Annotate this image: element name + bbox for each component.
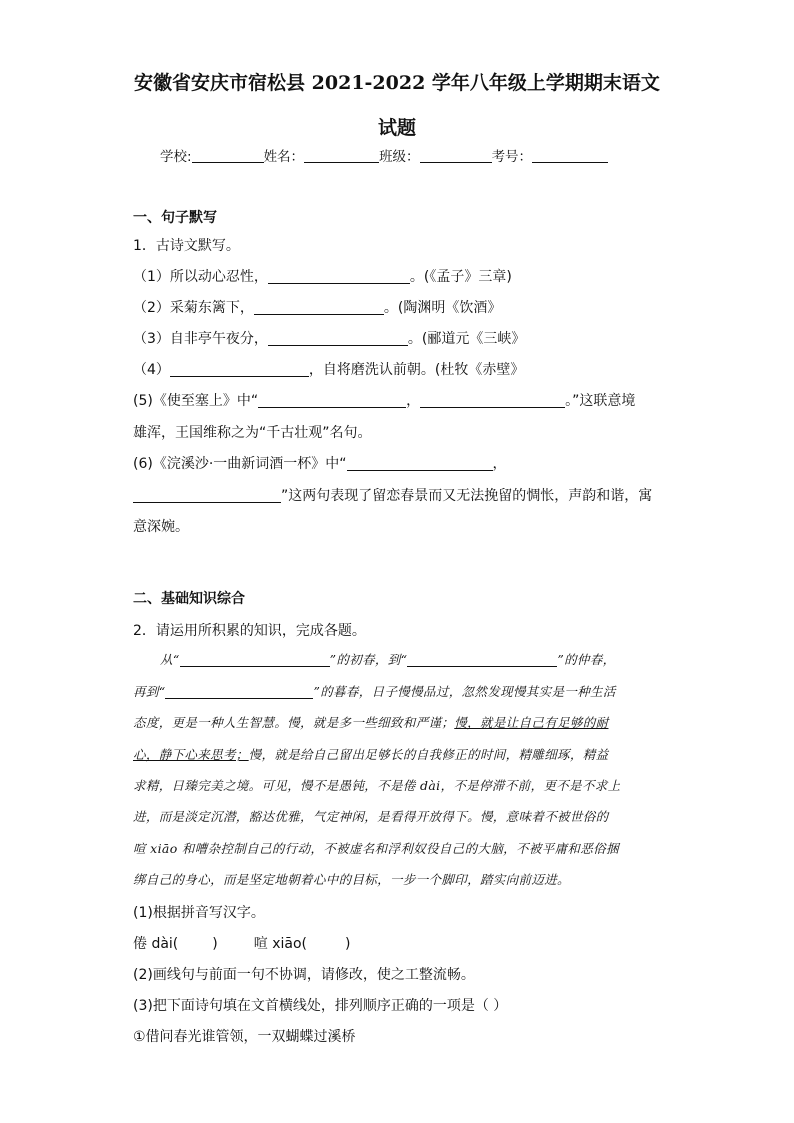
section-heading-2: 二、基础知识综合 [133, 591, 245, 607]
recite-item-6: (6)《浣溪沙·一曲新词酒一杯》中“ ， [133, 456, 507, 472]
name-blank[interactable] [304, 148, 379, 163]
passage-line: 态度，更是一种人生智慧。慢，就是多一些细致和严谨；慢，就是让自己有足够的耐 [133, 715, 609, 730]
exam-no-blank[interactable] [532, 148, 608, 163]
passage-line: 喧 xiāo 和嘈杂控制自己的行动，不被虚名和浮利奴役自己的大脑，不被平庸和恶俗捆 [133, 841, 619, 856]
question-1: 1．古诗文默写。 [133, 238, 240, 254]
page-title: 安徽省安庆市宿松县 2021-2022 学年八年级上学期期末语文 [134, 72, 660, 94]
recite-item-1: （1）所以动心忍性， 。(《孟子》三章) [133, 269, 512, 285]
class-label: 班级： [379, 149, 420, 165]
recite-item-6-cont: ”这两句表现了留恋春景而又无法挽留的惆怅，声韵和谐，寓 [133, 485, 652, 505]
name-label: 姓名： [263, 149, 305, 165]
answer-blank[interactable] [268, 268, 410, 284]
recite-item-4: （4） ，自将磨洗认前朝。(杜牧《赤壁》 [133, 362, 525, 378]
school-blank[interactable] [192, 148, 264, 163]
answer-blank[interactable] [420, 392, 565, 408]
passage-blank[interactable] [165, 684, 313, 699]
passage-blank[interactable] [180, 652, 330, 667]
school-label: 学校: [160, 149, 192, 165]
recite-item-6-cont2: 意深婉。 [133, 519, 189, 535]
section-heading-1: 一、句子默写 [133, 210, 217, 226]
underlined-sentence: 心，静下心来思考； [133, 747, 249, 762]
answer-blank[interactable] [170, 361, 309, 377]
recite-item-3: （3）自非亭午夜分， 。(郦道元《三峡》 [133, 331, 526, 347]
sub-question-2: (2)画线句与前面一句不协调，请修改，使之工整流畅。 [133, 967, 475, 983]
passage-line: 再到“ ”的暮春，日子慢慢品过，忽然发现慢其实是一种生活 [133, 684, 616, 699]
passage-line: 进，而是淡定沉潜，豁达优雅，气定神闲，是看得开放得下。慢，意味着不被世俗的 [133, 809, 609, 824]
sub-question-3: (3)把下面诗句填在文首横线处，排列顺序正确的一项是（ ） [133, 998, 508, 1014]
recite-item-2: （2）采菊东篱下， 。(陶渊明《饮酒》 [133, 300, 502, 316]
passage-line: 绑自己的身心，而是坚定地朝着心中的目标，一步一个脚印，踏实向前迈进。 [133, 872, 570, 887]
passage-line: 从“ ”的初春，到“ ”的仲春， [160, 652, 616, 667]
pinyin-row: 倦 dài( ) 喧 xiāo( ) [133, 936, 351, 952]
recite-item-5-cont: 雄浑，王国维称之为“千古壮观”名句。 [133, 425, 372, 441]
option-1: ①借问春光谁管领，一双蝴蝶过溪桥 [133, 1029, 356, 1045]
class-blank[interactable] [420, 148, 492, 163]
passage-line: 求精，日臻完美之境。可见，慢不是愚钝，不是倦 dài，不是停滞不前，更不是不求上 [133, 778, 621, 793]
page-title-line2: 试题 [377, 117, 416, 139]
recite-item-5: (5)《使至塞上》中“ ， 。”这联意境 [133, 393, 636, 409]
answer-blank[interactable] [254, 299, 384, 315]
answer-blank[interactable] [133, 487, 281, 503]
underlined-sentence: 慢，就是让自己有足够的耐 [454, 715, 609, 730]
exam-no-label: 考号： [491, 149, 533, 165]
student-info-row [160, 145, 608, 165]
passage-line: 心，静下心来思考；慢，就是给自己留出足够长的自我修正的时间，精雕细琢，精益 [133, 747, 609, 762]
sub-question-1: (1)根据拼音写汉字。 [133, 905, 265, 921]
answer-blank[interactable] [258, 392, 406, 408]
answer-blank[interactable] [268, 330, 408, 346]
question-2: 2．请运用所积累的知识，完成各题。 [133, 623, 366, 639]
passage-blank[interactable] [407, 652, 557, 667]
answer-blank[interactable] [347, 455, 493, 471]
